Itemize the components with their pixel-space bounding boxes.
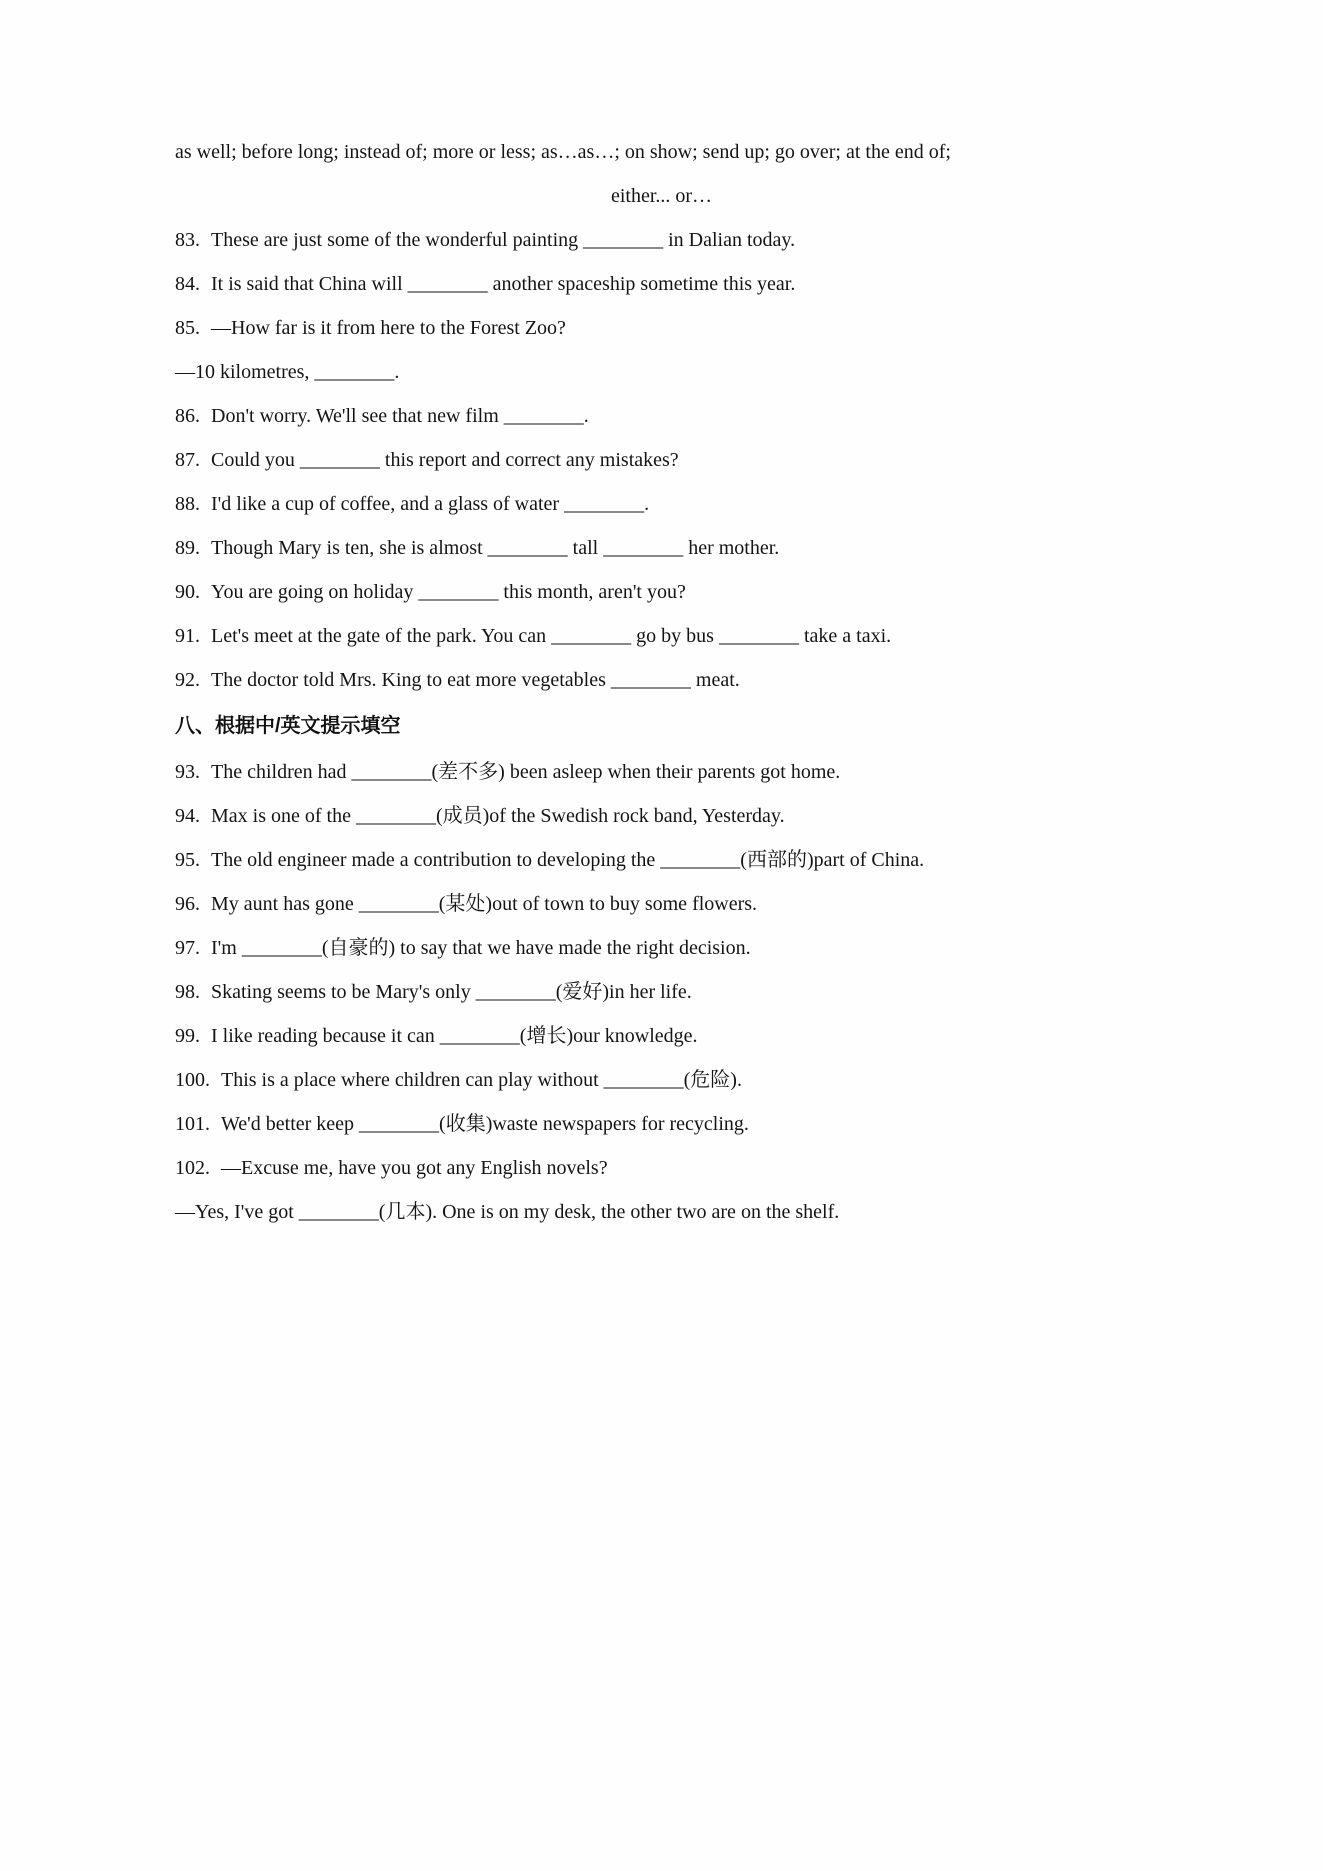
question-text: You are going on holiday ________ this month, aren't you? [211, 581, 686, 603]
word-bank-text: either... or… [610, 185, 713, 207]
question-number: 84. [175, 273, 200, 295]
question-line-101 [175, 1102, 1148, 1146]
question-line-83 [175, 218, 1148, 262]
word-bank-text: as well; before long; instead of; more or less; as…as…; on show; send up; go over; at the end of; [175, 141, 951, 163]
question-line-102 [175, 1146, 1148, 1190]
question-line-85-answer [175, 350, 1148, 394]
question-text: This is a place where children can play without ________(危险). [221, 1069, 742, 1091]
word-bank-line-1 [175, 130, 1148, 174]
question-text: —10 kilometres, ________. [175, 361, 400, 383]
question-text: My aunt has gone ________(某处)out of town to buy some flowers. [211, 893, 758, 915]
question-line-98 [175, 970, 1148, 1014]
question-line-84 [175, 262, 1148, 306]
question-number: 87. [175, 449, 200, 471]
question-number: 88. [175, 493, 200, 515]
question-text: Max is one of the ________(成员)of the Swedish rock band, Yesterday. [211, 805, 785, 827]
question-number: 86. [175, 405, 200, 427]
question-line-85 [175, 306, 1148, 350]
question-line-86 [175, 394, 1148, 438]
question-line-93 [175, 750, 1148, 794]
question-line-96 [175, 882, 1148, 926]
question-text: Skating seems to be Mary's only ________(爱好)in her life. [211, 981, 692, 1003]
question-text: I'd like a cup of coffee, and a glass of water ________. [211, 493, 650, 515]
question-number: 94. [175, 805, 200, 827]
question-text: Let's meet at the gate of the park. You can ________ go by bus ________ take a taxi. [211, 625, 892, 647]
question-number: 92. [175, 669, 200, 691]
question-line-92 [175, 658, 1148, 702]
question-text: I like reading because it can ________(增长)our knowledge. [211, 1025, 698, 1047]
question-line-95 [175, 838, 1148, 882]
question-line-89 [175, 526, 1148, 570]
question-text: Could you ________ this report and correct any mistakes? [211, 449, 679, 471]
question-line-100 [175, 1058, 1148, 1102]
question-line-99 [175, 1014, 1148, 1058]
question-number: 95. [175, 849, 200, 871]
question-line-102-answer [175, 1190, 1148, 1234]
question-line-88 [175, 482, 1148, 526]
question-number: 93. [175, 761, 200, 783]
question-line-90 [175, 570, 1148, 614]
question-line-91 [175, 614, 1148, 658]
question-number: 97. [175, 937, 200, 959]
question-number: 102. [175, 1157, 210, 1179]
question-number: 101. [175, 1113, 210, 1135]
question-text: The doctor told Mrs. King to eat more vegetables ________ meat. [211, 669, 740, 691]
question-number: 98. [175, 981, 200, 1003]
question-text: The children had ________(差不多) been asleep when their parents got home. [211, 761, 841, 783]
question-text: We'd better keep ________(收集)waste newspapers for recycling. [221, 1113, 749, 1135]
question-text: It is said that China will ________ another spaceship sometime this year. [211, 273, 796, 295]
question-number: 83. [175, 229, 200, 251]
question-number: 89. [175, 537, 200, 559]
question-line-97 [175, 926, 1148, 970]
question-text: —How far is it from here to the Forest Zoo? [211, 317, 566, 339]
question-number: 96. [175, 893, 200, 915]
section-header: 八、根据中/英文提示填空 [175, 715, 401, 737]
question-number: 90. [175, 581, 200, 603]
word-bank-line-2 [175, 174, 1148, 218]
question-number: 100. [175, 1069, 210, 1091]
question-number: 85. [175, 317, 200, 339]
question-text: —Excuse me, have you got any English novels? [221, 1157, 608, 1179]
question-text: The old engineer made a contribution to developing the ________(西部的)part of China. [211, 849, 925, 871]
question-text: These are just some of the wonderful painting ________ in Dalian today. [211, 229, 796, 251]
question-line-94 [175, 794, 1148, 838]
question-text: —Yes, I've got ________(几本). One is on my desk, the other two are on the shelf. [175, 1201, 840, 1223]
question-number: 91. [175, 625, 200, 647]
question-line-87 [175, 438, 1148, 482]
question-text: Though Mary is ten, she is almost ________ tall ________ her mother. [211, 537, 780, 559]
question-number: 99. [175, 1025, 200, 1047]
question-text: Don't worry. We'll see that new film ________. [211, 405, 589, 427]
question-text: I'm ________(自豪的) to say that we have made the right decision. [211, 937, 751, 959]
